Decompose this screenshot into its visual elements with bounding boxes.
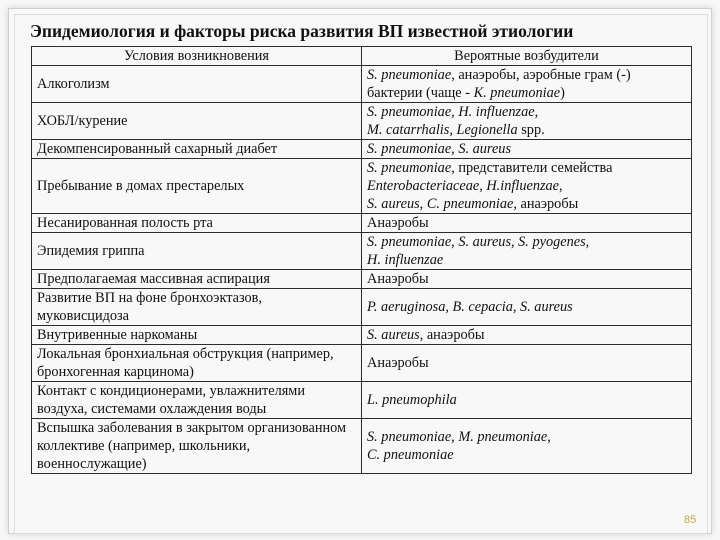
pathogen-text: Анаэробы: [367, 215, 429, 231]
pathogen-text: , анаэробы: [513, 196, 579, 212]
pathogens-line: [367, 159, 686, 177]
pathogens-cell: [362, 233, 692, 270]
organism-name: S. pneumoniae: [367, 67, 452, 83]
condition-cell: Эпидемия гриппа: [32, 233, 362, 270]
pathogens-cell: [362, 140, 692, 159]
pathogen-text: spp.: [517, 122, 545, 138]
organism-name: S. pneumoniae, M. pneumoniae: [367, 429, 548, 445]
pathogens-cell: [362, 66, 692, 103]
pathogen-text: ,: [585, 234, 590, 250]
pathogens-cell: [362, 103, 692, 140]
table-row: [32, 233, 692, 270]
header-pathogens: Вероятные возбудители: [362, 47, 692, 66]
page-number: 85: [684, 514, 697, 526]
organism-name: S. pneumoniae: [367, 160, 452, 176]
organism-name: C. pneumoniae: [367, 447, 454, 463]
table-row: [32, 419, 692, 474]
condition-cell: Предполагаемая массивная аспирация: [32, 270, 362, 289]
pathogens-line: [367, 298, 686, 316]
organism-name: S. pneumoniae, S. aureus: [367, 141, 512, 157]
condition-cell: Пребывание в домах престарелых: [32, 159, 362, 214]
pathogens-line: [367, 140, 686, 158]
table-body: [32, 66, 692, 474]
organism-name: Enterobacteriaceae, H.influenzae: [367, 178, 560, 194]
pathogen-text: Анаэробы: [367, 355, 429, 371]
organism-name: H. influenzae: [367, 252, 444, 268]
condition-cell: ХОБЛ/курение: [32, 103, 362, 140]
pathogen-text: ,: [547, 429, 551, 445]
table-row: [32, 270, 692, 289]
table-row: [32, 214, 692, 233]
pathogen-text: ): [560, 85, 565, 101]
pathogen-text: ,: [559, 178, 563, 194]
organism-name: S. aureus, C. pneumoniae: [367, 196, 514, 212]
pathogens-cell: [362, 159, 692, 214]
condition-cell: Декомпенсированный сахарный диабет: [32, 140, 362, 159]
pathogens-line: [367, 428, 686, 446]
pathogens-cell: [362, 345, 692, 382]
pathogen-text: Анаэробы: [367, 271, 429, 287]
pathogens-cell: [362, 326, 692, 345]
organism-name: P. aeruginosa, B. cepacia, S. aureus: [367, 299, 573, 315]
pathogen-text: , анаэробы, аэробные грам (-) бактерии (чаще -: [367, 67, 631, 101]
condition-cell: Вспышка заболевания в закрытом организованном коллективе (например, школьники, военнослужащие): [32, 419, 362, 474]
pathogens-line: [367, 214, 686, 232]
organism-name: K. pneumoniae: [473, 85, 561, 101]
organism-name: S. pneumoniae, H. influenzae: [367, 104, 535, 120]
pathogens-line: [367, 195, 686, 213]
pathogens-line: [367, 121, 686, 139]
pathogen-text: , представители семейства: [451, 160, 613, 176]
table-header-row: [32, 47, 692, 66]
table-row: [32, 289, 692, 326]
condition-cell: Несанированная полость рта: [32, 214, 362, 233]
pathogen-text: ,: [534, 104, 539, 120]
table-row: [32, 345, 692, 382]
pathogens-line: [367, 326, 686, 344]
table-row: [32, 103, 692, 140]
header-conditions: Условия возникновения: [32, 47, 362, 66]
pathogens-cell: [362, 214, 692, 233]
pathogens-line: [367, 354, 686, 372]
pathogen-text: , анаэробы: [419, 327, 485, 343]
condition-cell: Развитие ВП на фоне бронхоэктазов, муковисцидоза: [32, 289, 362, 326]
table-row: [32, 159, 692, 214]
pathogens-line: [367, 177, 686, 195]
pathogens-cell: [362, 382, 692, 419]
table-row: [32, 66, 692, 103]
pathogens-cell: [362, 419, 692, 474]
condition-cell: Алкоголизм: [32, 66, 362, 103]
organism-name: M. catarrhalis, Legionella: [367, 122, 518, 138]
pathogens-line: [367, 251, 686, 269]
pathogens-cell: [362, 289, 692, 326]
table-row: [32, 140, 692, 159]
table-row: [32, 382, 692, 419]
condition-cell: Контакт с кондиционерами, увлажнителями воздуха, системами охлаждения воды: [32, 382, 362, 419]
condition-cell: Внутривенные наркоманы: [32, 326, 362, 345]
pathogens-cell: [362, 270, 692, 289]
pathogens-line: [367, 391, 686, 409]
pathogens-line: [367, 233, 686, 251]
pathogens-line: [367, 66, 686, 102]
condition-cell: Локальная бронхиальная обструкция (например, бронхогенная карцинома): [32, 345, 362, 382]
pathogens-line: [367, 446, 686, 464]
pathogens-line: [367, 270, 686, 288]
etiology-table: [31, 46, 692, 474]
pathogens-line: [367, 103, 686, 121]
slide-title: Эпидемиология и факторы риска развития ВП известной этиологии: [30, 21, 574, 41]
organism-name: L. pneumophila: [367, 392, 457, 408]
organism-name: S. aureus: [367, 327, 420, 343]
organism-name: S. pneumoniae, S. aureus, S. pyogenes: [367, 234, 586, 250]
table-row: [32, 326, 692, 345]
